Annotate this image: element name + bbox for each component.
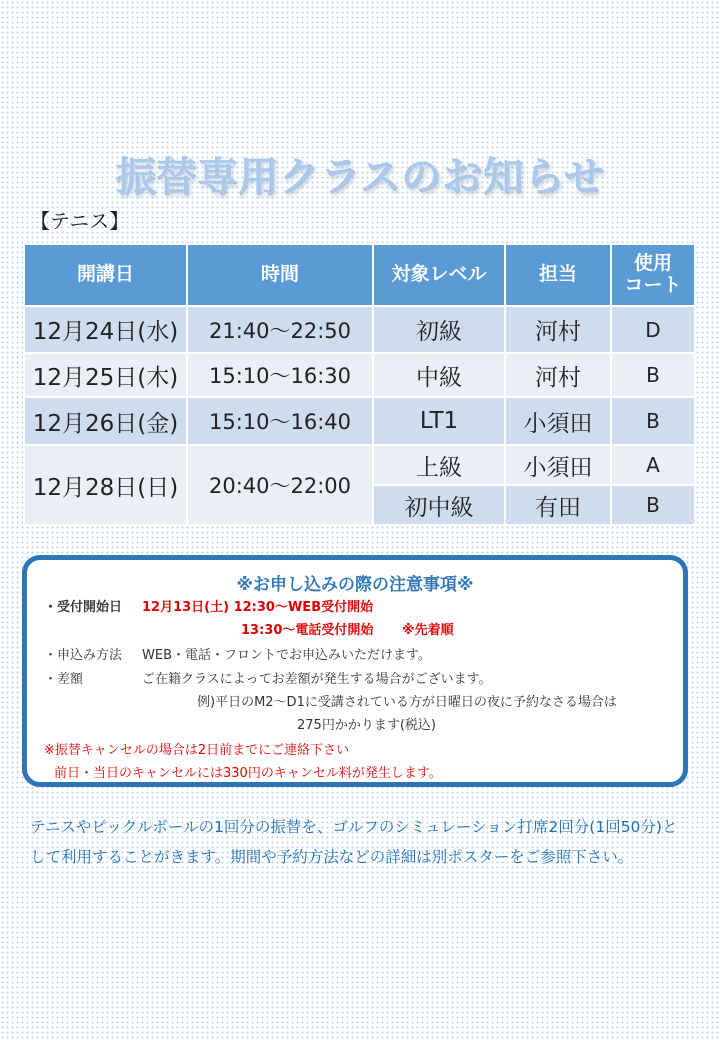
cancel-fee-note: 前日・当日のキャンセルには330円のキャンセル料が発生します。 bbox=[54, 766, 442, 781]
header-time: 時間 bbox=[187, 244, 373, 306]
cell-date: 12月26日(金) bbox=[24, 397, 187, 445]
header-staff: 担当 bbox=[505, 244, 611, 306]
cell-level: 中級 bbox=[373, 353, 505, 397]
notice-box bbox=[22, 555, 688, 787]
cell-time: 15:10〜16:30 bbox=[187, 353, 373, 397]
cell-court: A bbox=[611, 445, 695, 485]
cell-staff: 小須田 bbox=[505, 397, 611, 445]
cell-level: LT1 bbox=[373, 397, 505, 445]
page-title: 振替専用クラスのお知らせ bbox=[115, 154, 605, 200]
cell-staff: 有田 bbox=[505, 485, 611, 525]
footer-text bbox=[30, 812, 690, 872]
header-court: 使用 コート bbox=[611, 244, 695, 306]
table-header-row bbox=[24, 244, 695, 306]
cell-level: 初級 bbox=[373, 306, 505, 353]
cell-date: 12月25日(木) bbox=[24, 353, 187, 397]
diff-label: ・差額 bbox=[44, 672, 84, 687]
section-label: 【テニス】 bbox=[30, 209, 130, 233]
cell-court: B bbox=[611, 353, 695, 397]
cell-time: 21:40〜22:50 bbox=[187, 306, 373, 353]
cell-level: 上級 bbox=[373, 445, 505, 485]
table-row bbox=[24, 445, 695, 485]
start-value-phone: 13:30〜電話受付開始 bbox=[241, 623, 374, 638]
header-level: 対象レベル bbox=[373, 244, 505, 306]
cell-court: D bbox=[611, 306, 695, 353]
first-come-note: ※先着順 bbox=[402, 623, 454, 638]
cell-staff: 河村 bbox=[505, 353, 611, 397]
cell-staff: 河村 bbox=[505, 306, 611, 353]
header-date: 開講日 bbox=[24, 244, 187, 306]
start-value-web: 12月13日(土) 12:30〜WEB受付開始 bbox=[142, 600, 374, 615]
method-value: WEB・電話・フロントでお申込みいただけます。 bbox=[142, 648, 431, 663]
cell-court: B bbox=[611, 397, 695, 445]
cell-court: B bbox=[611, 485, 695, 525]
cell-level: 初中級 bbox=[373, 485, 505, 525]
start-label: ・受付開始日 bbox=[44, 600, 123, 615]
table-row bbox=[24, 306, 695, 353]
cell-date: 12月28日(日) bbox=[24, 445, 187, 525]
cancel-note: ※振替キャンセルの場合は2日前までにご連絡下さい bbox=[44, 743, 350, 758]
diff-example-price: 275円かかります(税込) bbox=[297, 718, 436, 733]
table-row bbox=[24, 353, 695, 397]
cell-time: 20:40〜22:00 bbox=[187, 445, 373, 525]
footer-line: して利用することがきます。期間や予約方法などの詳細は別ポスターをご参照下さい。 bbox=[30, 848, 634, 866]
table-row bbox=[24, 397, 695, 445]
cell-time: 15:10〜16:40 bbox=[187, 397, 373, 445]
cell-date: 12月24日(水) bbox=[24, 306, 187, 353]
footer-line: テニスやピックルボールの1回分の振替を、ゴルフのシミュレーション打席2回分(1回50分)と bbox=[30, 818, 678, 836]
diff-example: 例)平日のM2〜D1に受講されている方が日曜日の夜に予約なさる場合は bbox=[197, 695, 617, 710]
method-label: ・申込み方法 bbox=[44, 648, 123, 663]
notice-title: ※お申し込みの際の注意事項※ bbox=[236, 575, 474, 595]
cell-staff: 小須田 bbox=[505, 445, 611, 485]
schedule-table bbox=[23, 243, 696, 526]
diff-value: ご在籍クラスによってお差額が発生する場合がございます。 bbox=[142, 672, 492, 687]
